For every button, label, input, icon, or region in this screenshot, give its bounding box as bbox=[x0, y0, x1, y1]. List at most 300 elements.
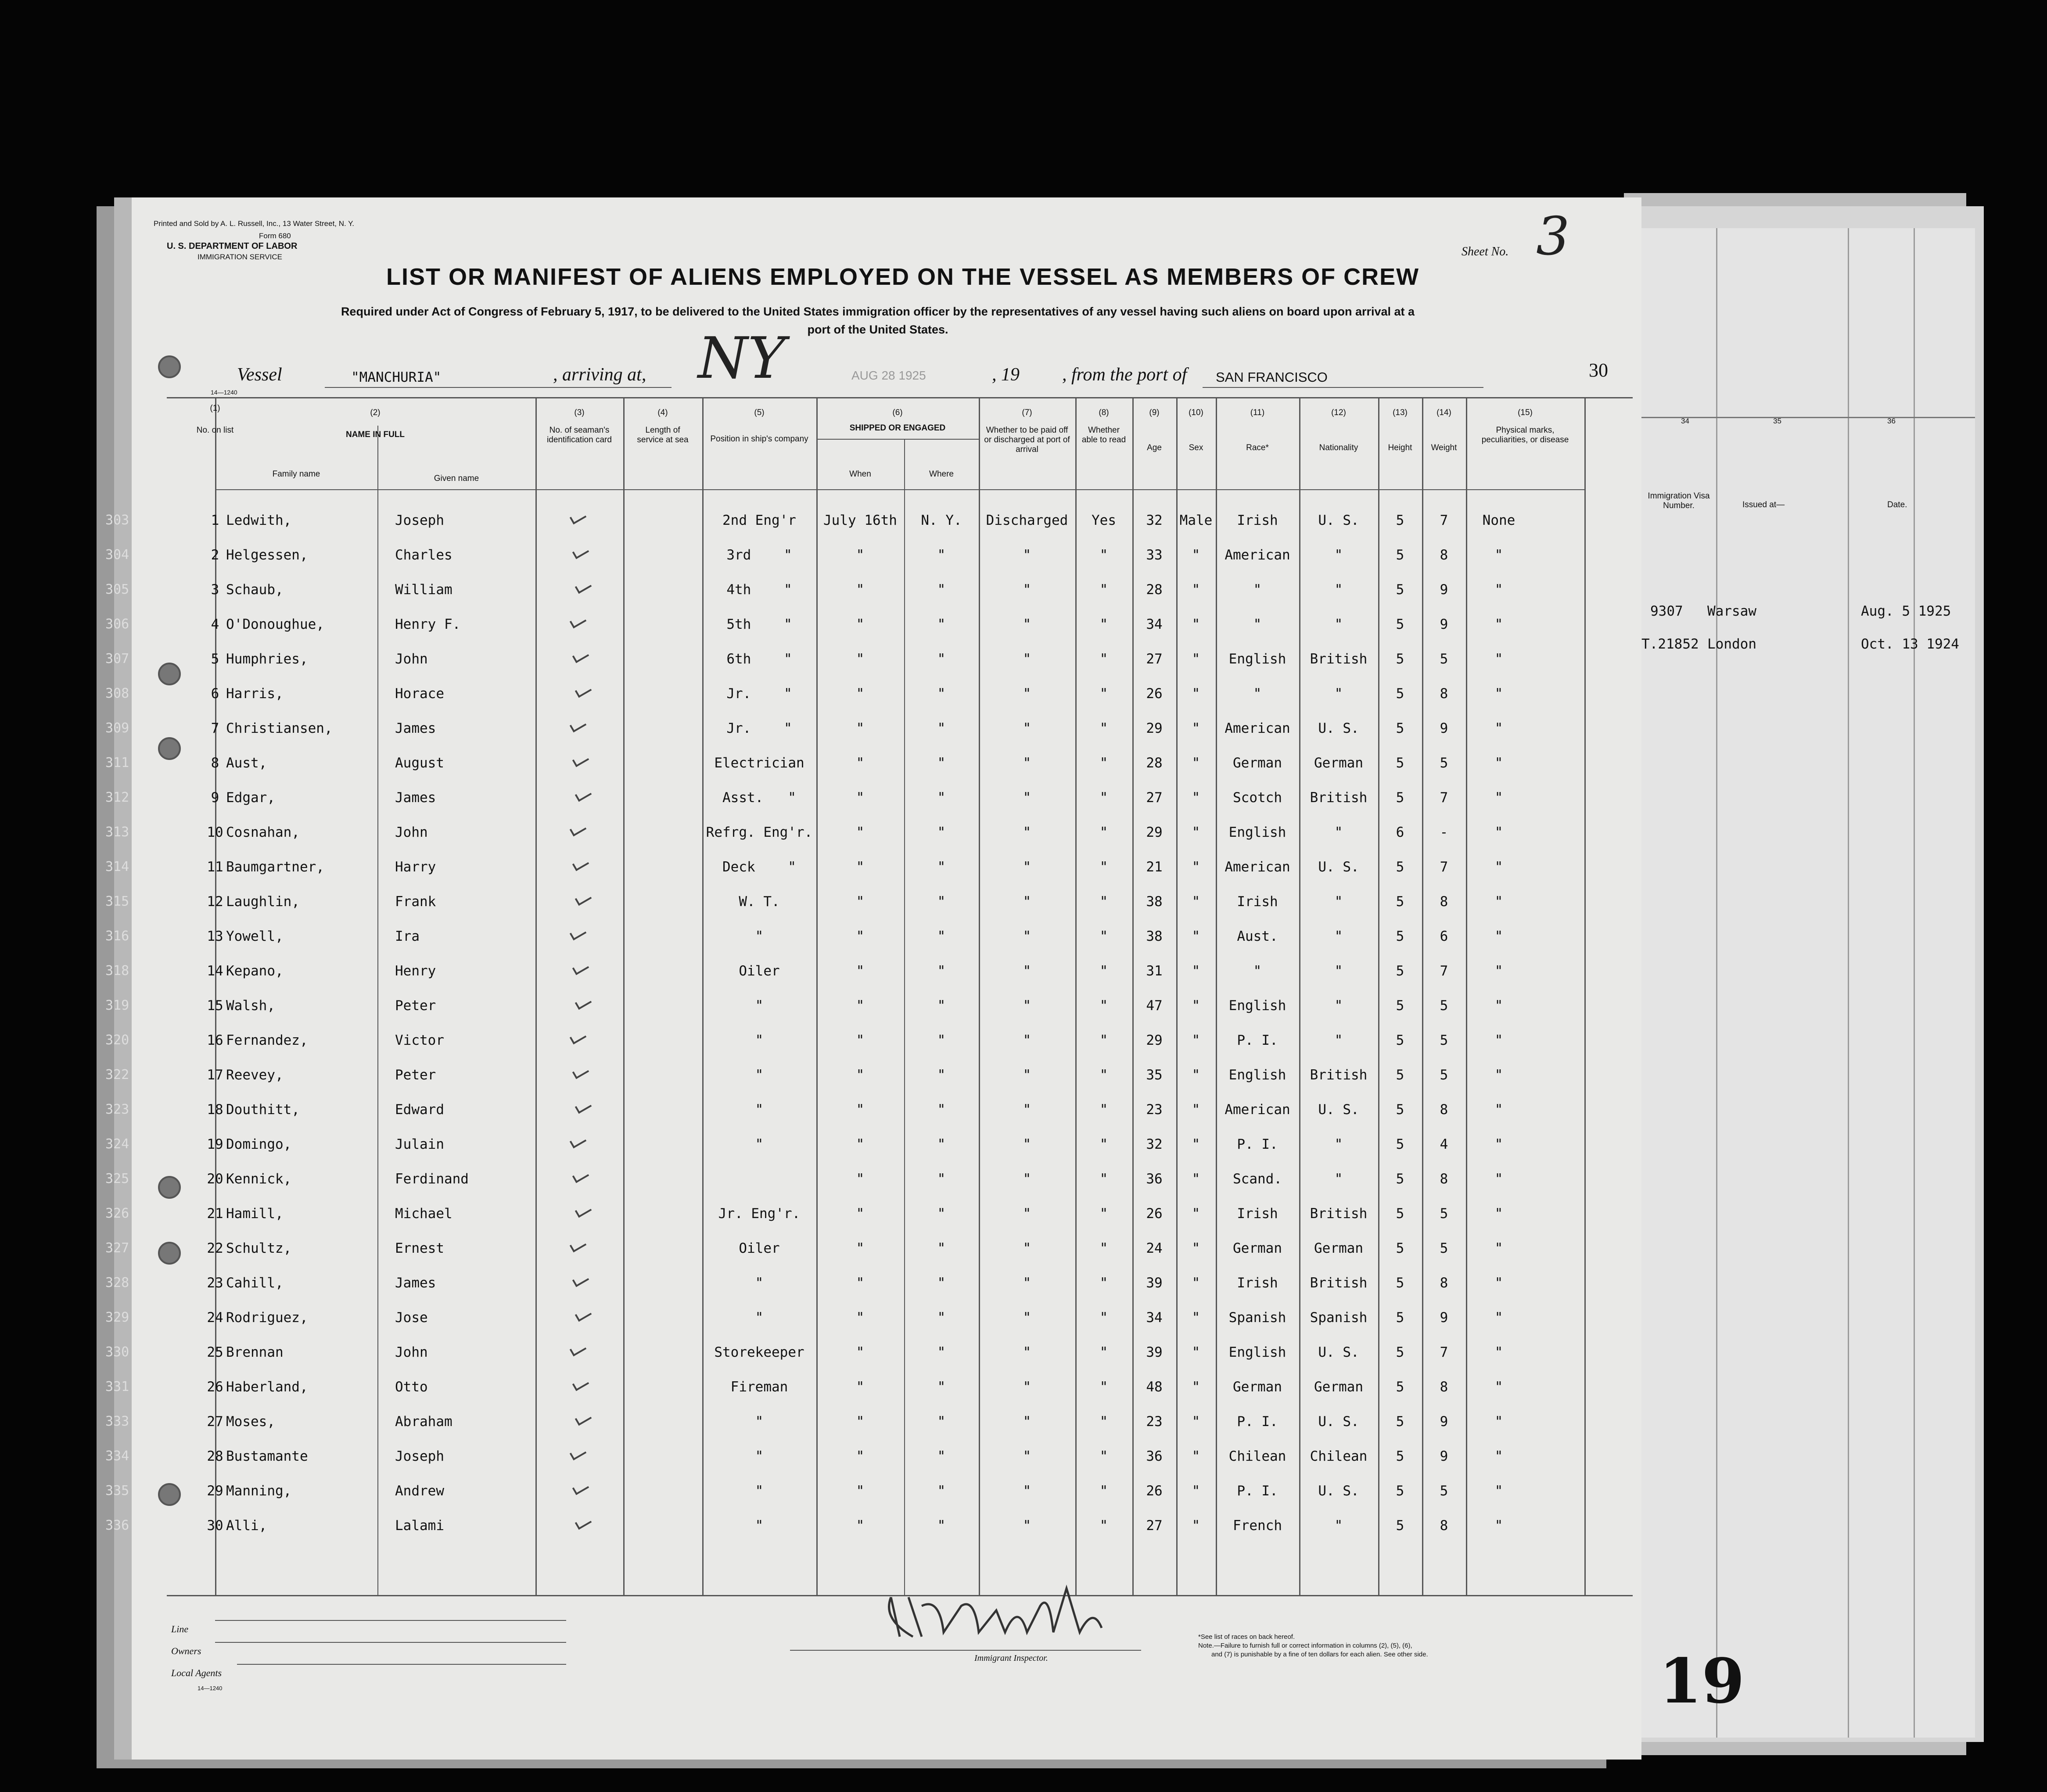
height: 5 bbox=[1396, 859, 1404, 875]
height: 5 bbox=[1396, 1102, 1404, 1118]
paid-off: " bbox=[1023, 928, 1031, 944]
margin-number: 307 bbox=[105, 651, 129, 667]
physical-marks: " bbox=[1494, 1275, 1503, 1291]
given-name: Ira bbox=[395, 928, 420, 944]
age: 36 bbox=[1146, 1448, 1163, 1464]
given-name: Peter bbox=[395, 998, 436, 1014]
paid-off: " bbox=[1023, 1240, 1031, 1256]
physical-marks: " bbox=[1494, 547, 1503, 563]
paid-off: " bbox=[1023, 1067, 1031, 1083]
sex: " bbox=[1192, 720, 1200, 736]
from-port-label: , from the port of bbox=[1062, 365, 1187, 385]
height: 5 bbox=[1396, 1171, 1404, 1187]
given-name: Lalami bbox=[395, 1518, 444, 1534]
physical-marks: " bbox=[1494, 790, 1503, 806]
row-number: 12 bbox=[207, 894, 223, 910]
margin-number: 319 bbox=[105, 998, 129, 1013]
nationality: U. S. bbox=[1318, 1344, 1359, 1360]
col10-number: (10) bbox=[1189, 408, 1203, 417]
footer-form-code: 14—1240 bbox=[198, 1685, 223, 1692]
family-name: Baumgartner, bbox=[226, 859, 324, 875]
check-mark-icon bbox=[570, 510, 586, 525]
shipped-where: " bbox=[937, 1483, 946, 1499]
family-name: Douthitt, bbox=[226, 1102, 300, 1118]
check-mark-icon bbox=[570, 614, 586, 629]
nationality: " bbox=[1334, 894, 1343, 910]
paid-off: " bbox=[1023, 651, 1031, 667]
age: 28 bbox=[1146, 755, 1163, 771]
physical-marks: " bbox=[1494, 1206, 1503, 1222]
able-to-read: " bbox=[1099, 1102, 1108, 1118]
races-note: *See list of races on back hereof. bbox=[1198, 1633, 1295, 1641]
race: " bbox=[1253, 582, 1262, 598]
nationality: British bbox=[1310, 1275, 1368, 1291]
check-mark-icon bbox=[575, 996, 592, 1010]
able-to-read: " bbox=[1099, 1171, 1108, 1187]
nationality: " bbox=[1334, 1171, 1343, 1187]
height: 5 bbox=[1396, 616, 1404, 632]
nationality: British bbox=[1310, 1206, 1368, 1222]
position: Refrg. Eng'r. bbox=[706, 824, 813, 840]
issued-at: London bbox=[1707, 636, 1756, 652]
shipped-when: " bbox=[856, 790, 865, 806]
race: English bbox=[1228, 651, 1286, 667]
nationality: U. S. bbox=[1318, 513, 1359, 528]
col9-number: (9) bbox=[1149, 408, 1160, 417]
col2-header: NAME IN FULL bbox=[345, 430, 405, 439]
race: Scotch bbox=[1233, 790, 1282, 806]
age: 33 bbox=[1146, 547, 1163, 563]
col7-header: Whether to be paid off or discharged at port of arrival bbox=[984, 426, 1070, 454]
given-name: Joseph bbox=[395, 1448, 444, 1464]
weight: 7 bbox=[1440, 1344, 1448, 1360]
nationality: German bbox=[1314, 1379, 1363, 1395]
position: Jr. " bbox=[726, 686, 792, 702]
sex: " bbox=[1192, 1344, 1200, 1360]
height: 5 bbox=[1396, 963, 1404, 979]
position: Electrician bbox=[714, 755, 804, 771]
family-name: Cosnahan, bbox=[226, 824, 300, 840]
sex: " bbox=[1192, 1206, 1200, 1222]
check-mark-icon bbox=[572, 1377, 589, 1391]
family-name: Aust, bbox=[226, 755, 267, 771]
position: 3rd " bbox=[726, 547, 792, 563]
race: Chilean bbox=[1228, 1448, 1286, 1464]
weight: 8 bbox=[1440, 547, 1448, 563]
col3-header: No. of seaman's identification card bbox=[547, 426, 612, 444]
shipped-when: " bbox=[856, 582, 865, 598]
margin-number: 327 bbox=[105, 1240, 129, 1256]
paid-off: Discharged bbox=[986, 513, 1068, 528]
age: 39 bbox=[1146, 1275, 1163, 1291]
weight: 5 bbox=[1440, 1032, 1448, 1048]
row-number: 19 bbox=[207, 1136, 223, 1152]
weight: 7 bbox=[1440, 790, 1448, 806]
weight: 9 bbox=[1440, 616, 1448, 632]
family-name: Alli, bbox=[226, 1518, 267, 1534]
position: " bbox=[755, 1067, 764, 1083]
family-name: Bustamante bbox=[226, 1448, 308, 1464]
able-to-read: " bbox=[1099, 1379, 1108, 1395]
nationality: U. S. bbox=[1318, 720, 1359, 736]
height: 5 bbox=[1396, 998, 1404, 1014]
shipped-when: " bbox=[856, 1067, 865, 1083]
weight: 4 bbox=[1440, 1136, 1448, 1152]
check-mark-icon bbox=[570, 718, 586, 733]
able-to-read: " bbox=[1099, 651, 1108, 667]
shipped-when: " bbox=[856, 1171, 865, 1187]
weight: 5 bbox=[1440, 1067, 1448, 1083]
col4-header: Length of service at sea bbox=[637, 426, 689, 444]
row-number: 29 bbox=[207, 1483, 223, 1499]
right-page bbox=[1641, 228, 1975, 1738]
nationality: U. S. bbox=[1318, 1102, 1359, 1118]
shipped-when: " bbox=[856, 928, 865, 944]
margin-number: 324 bbox=[105, 1136, 129, 1152]
margin-number: 334 bbox=[105, 1448, 129, 1464]
height: 5 bbox=[1396, 513, 1404, 528]
paid-off: " bbox=[1023, 859, 1031, 875]
margin-number: 330 bbox=[105, 1344, 129, 1360]
row-number: 16 bbox=[207, 1032, 223, 1048]
shipped-when: " bbox=[856, 1240, 865, 1256]
shipped-where: " bbox=[937, 755, 946, 771]
physical-marks: " bbox=[1494, 1171, 1503, 1187]
vessel-underline bbox=[325, 387, 672, 388]
physical-marks: " bbox=[1494, 998, 1503, 1014]
position: " bbox=[755, 998, 764, 1014]
check-mark-icon bbox=[575, 892, 592, 906]
col5-number: (5) bbox=[754, 408, 765, 417]
col7-number: (7) bbox=[1022, 408, 1032, 417]
given-name: Henry F. bbox=[395, 616, 461, 632]
able-to-read: " bbox=[1099, 1206, 1108, 1222]
able-to-read: " bbox=[1099, 859, 1108, 875]
given-name: Harry bbox=[395, 859, 436, 875]
margin-number: 320 bbox=[105, 1032, 129, 1048]
given-name: Victor bbox=[395, 1032, 444, 1048]
weight: 8 bbox=[1440, 894, 1448, 910]
row-number: 4 bbox=[211, 616, 219, 632]
owners-label: Owners bbox=[171, 1645, 201, 1656]
physical-marks: " bbox=[1494, 1240, 1503, 1256]
col11-number: (11) bbox=[1250, 408, 1265, 417]
paid-off: " bbox=[1023, 963, 1031, 979]
page-subtitle: Required under Act of Congress of February 5, 1917, to be delivered to the United States immigration officer by the representatives of any vessel having such aliens on board upon arrival at a port of the United States. bbox=[341, 305, 1415, 336]
paid-off: " bbox=[1023, 1102, 1031, 1118]
weight: 8 bbox=[1440, 1171, 1448, 1187]
check-mark-icon bbox=[572, 1481, 589, 1495]
margin-number: 336 bbox=[105, 1518, 129, 1533]
col8-header: Whether able to read bbox=[1081, 426, 1126, 444]
shipped-where: " bbox=[937, 1136, 946, 1152]
shipped-when: " bbox=[856, 998, 865, 1014]
shipped-when: " bbox=[856, 720, 865, 736]
shipped-when: " bbox=[856, 859, 865, 875]
paid-off: " bbox=[1023, 755, 1031, 771]
family-name: Haberland, bbox=[226, 1379, 308, 1395]
nationality: British bbox=[1310, 651, 1368, 667]
row-number: 2 bbox=[211, 547, 219, 563]
family-name: Hamill, bbox=[226, 1206, 284, 1222]
check-mark-icon bbox=[570, 1030, 586, 1045]
shipped-where: " bbox=[937, 1310, 946, 1326]
given-name: Julain bbox=[395, 1136, 444, 1152]
height: 5 bbox=[1396, 720, 1404, 736]
age: 27 bbox=[1146, 790, 1163, 806]
row-number: 5 bbox=[211, 651, 219, 667]
inspector-label: Immigrant Inspector. bbox=[974, 1653, 1048, 1663]
able-to-read: " bbox=[1099, 547, 1108, 563]
height: 5 bbox=[1396, 894, 1404, 910]
weight: 9 bbox=[1440, 1310, 1448, 1326]
paid-off: " bbox=[1023, 1344, 1031, 1360]
sex: " bbox=[1192, 547, 1200, 563]
family-name: Walsh, bbox=[226, 998, 275, 1014]
able-to-read: " bbox=[1099, 1067, 1108, 1083]
position: Oiler bbox=[739, 1240, 780, 1256]
shipped-when: " bbox=[856, 1414, 865, 1430]
sex: " bbox=[1192, 824, 1200, 840]
weight: - bbox=[1440, 824, 1448, 840]
position: " bbox=[755, 928, 764, 944]
age: 29 bbox=[1146, 1032, 1163, 1048]
row-number: 30 bbox=[207, 1518, 223, 1534]
manifest-page bbox=[132, 197, 1641, 1760]
check-mark-icon bbox=[570, 1238, 586, 1253]
age: 36 bbox=[1146, 1171, 1163, 1187]
physical-marks: " bbox=[1494, 720, 1503, 736]
height: 5 bbox=[1396, 928, 1404, 944]
shipped-where: " bbox=[937, 651, 946, 667]
weight: 5 bbox=[1440, 1206, 1448, 1222]
date-header: Date. bbox=[1887, 500, 1907, 509]
able-to-read: " bbox=[1099, 963, 1108, 979]
paid-off: " bbox=[1023, 824, 1031, 840]
age: 24 bbox=[1146, 1240, 1163, 1256]
paid-off: " bbox=[1023, 1379, 1031, 1395]
given-name: James bbox=[395, 720, 436, 736]
race: Aust. bbox=[1237, 928, 1278, 944]
able-to-read: " bbox=[1099, 1344, 1108, 1360]
nationality: British bbox=[1310, 1067, 1368, 1083]
race: French bbox=[1233, 1518, 1282, 1534]
shipped-where: " bbox=[937, 1414, 946, 1430]
shipped-where: " bbox=[937, 1344, 946, 1360]
age: 32 bbox=[1146, 1136, 1163, 1152]
row-number: 21 bbox=[207, 1206, 223, 1222]
able-to-read: " bbox=[1099, 1518, 1108, 1534]
physical-marks: " bbox=[1494, 651, 1503, 667]
race: English bbox=[1228, 1344, 1286, 1360]
position: " bbox=[755, 1275, 764, 1291]
given-name: Charles bbox=[395, 547, 452, 563]
shipped-where: " bbox=[937, 1379, 946, 1395]
sex: " bbox=[1192, 963, 1200, 979]
family-name: Rodriguez, bbox=[226, 1310, 308, 1326]
height: 5 bbox=[1396, 1414, 1404, 1430]
able-to-read: " bbox=[1099, 1240, 1108, 1256]
sex: " bbox=[1192, 928, 1200, 944]
height: 5 bbox=[1396, 1483, 1404, 1499]
physical-marks: " bbox=[1494, 894, 1503, 910]
shipped-when: " bbox=[856, 686, 865, 702]
col5-header: Position in ship's company bbox=[710, 434, 808, 444]
age: 34 bbox=[1146, 616, 1163, 632]
vessel-name: "MANCHURIA" bbox=[351, 369, 442, 385]
paid-off: " bbox=[1023, 1206, 1031, 1222]
port-underline bbox=[1203, 387, 1483, 388]
col15-header: Physical marks, peculiarities, or disease bbox=[1481, 426, 1569, 444]
shipped-when: " bbox=[856, 1448, 865, 1464]
shipped-where: " bbox=[937, 547, 946, 563]
family-name: Schultz, bbox=[226, 1240, 292, 1256]
family-name-header: Family name bbox=[272, 470, 320, 479]
margin-number: 308 bbox=[105, 686, 129, 701]
height: 5 bbox=[1396, 1136, 1404, 1152]
height: 5 bbox=[1396, 1275, 1404, 1291]
shipped-when: " bbox=[856, 1032, 865, 1048]
position: Asst. " bbox=[722, 790, 796, 806]
margin-number: 313 bbox=[105, 824, 129, 840]
position: " bbox=[755, 1136, 764, 1152]
height: 5 bbox=[1396, 686, 1404, 702]
shipped-where: " bbox=[937, 928, 946, 944]
margin-number: 328 bbox=[105, 1275, 129, 1290]
weight: 8 bbox=[1440, 1102, 1448, 1118]
nationality: " bbox=[1334, 1136, 1343, 1152]
race: " bbox=[1253, 616, 1262, 632]
given-name: Andrew bbox=[395, 1483, 444, 1499]
check-mark-icon bbox=[572, 753, 589, 767]
family-name: Harris, bbox=[226, 686, 284, 702]
margin-number: 306 bbox=[105, 616, 129, 632]
sex: " bbox=[1192, 1171, 1200, 1187]
row-number: 3 bbox=[211, 582, 219, 598]
family-name: Brennan bbox=[226, 1344, 284, 1360]
given-name: Ernest bbox=[395, 1240, 444, 1256]
sheet-number: 3 bbox=[1536, 206, 1570, 267]
row-number: 1 bbox=[211, 513, 219, 528]
race: Scand. bbox=[1233, 1171, 1282, 1187]
shipped-when: " bbox=[856, 1379, 865, 1395]
family-name: Domingo, bbox=[226, 1136, 292, 1152]
height: 5 bbox=[1396, 1206, 1404, 1222]
family-name: Laughlin, bbox=[226, 894, 300, 910]
able-to-read: " bbox=[1099, 1032, 1108, 1048]
position: Jr. Eng'r. bbox=[718, 1206, 801, 1222]
family-name: Cahill, bbox=[226, 1275, 284, 1291]
age: 47 bbox=[1146, 998, 1163, 1014]
paid-off: " bbox=[1023, 894, 1031, 910]
height-header: Height bbox=[1388, 443, 1412, 452]
height: 5 bbox=[1396, 755, 1404, 771]
able-to-read: " bbox=[1099, 998, 1108, 1014]
given-name: August bbox=[395, 755, 444, 771]
margin-number: 309 bbox=[105, 720, 129, 736]
given-name: Frank bbox=[395, 894, 436, 910]
physical-marks: " bbox=[1494, 1067, 1503, 1083]
height: 5 bbox=[1396, 1067, 1404, 1083]
position: " bbox=[755, 1310, 764, 1326]
punch-hole bbox=[158, 663, 181, 685]
col4-number: (4) bbox=[657, 408, 668, 417]
shipped-when: " bbox=[856, 1344, 865, 1360]
row-number: 23 bbox=[207, 1275, 223, 1291]
position: 2nd Eng'r bbox=[722, 513, 796, 528]
nationality: U. S. bbox=[1318, 1483, 1359, 1499]
col15-number: (15) bbox=[1518, 408, 1533, 417]
nationality-header: Nationality bbox=[1319, 443, 1358, 452]
family-name: Schaub, bbox=[226, 582, 284, 598]
nationality: U. S. bbox=[1318, 1414, 1359, 1430]
nationality: " bbox=[1334, 1032, 1343, 1048]
physical-marks: " bbox=[1494, 1102, 1503, 1118]
nationality: U. S. bbox=[1318, 859, 1359, 875]
shipped-when: " bbox=[856, 547, 865, 563]
row-number: 8 bbox=[211, 755, 219, 771]
sex: " bbox=[1192, 686, 1200, 702]
physical-marks: " bbox=[1494, 755, 1503, 771]
department-name: U. S. DEPARTMENT OF LABOR bbox=[167, 241, 298, 251]
crew-count: 30 bbox=[1589, 359, 1608, 381]
shipped-when: " bbox=[856, 894, 865, 910]
age: 34 bbox=[1146, 1310, 1163, 1326]
where-header: Where bbox=[929, 470, 954, 479]
sex: " bbox=[1192, 1240, 1200, 1256]
shipped-where: " bbox=[937, 720, 946, 736]
weight: 5 bbox=[1440, 651, 1448, 667]
margin-number: 326 bbox=[105, 1206, 129, 1221]
height: 5 bbox=[1396, 1448, 1404, 1464]
race: " bbox=[1253, 686, 1262, 702]
shipped-when: " bbox=[856, 963, 865, 979]
race: Irish bbox=[1237, 513, 1278, 528]
margin-number: 325 bbox=[105, 1171, 129, 1186]
shipped-when: " bbox=[856, 1206, 865, 1222]
able-to-read: " bbox=[1099, 582, 1108, 598]
physical-marks: " bbox=[1494, 1379, 1503, 1395]
height: 5 bbox=[1396, 1032, 1404, 1048]
issued-at-header: Issued at— bbox=[1742, 500, 1785, 509]
col-35-number: 35 bbox=[1773, 417, 1781, 425]
shipped-where: " bbox=[937, 824, 946, 840]
paid-off: " bbox=[1023, 547, 1031, 563]
col1-header: No. on list bbox=[196, 426, 234, 435]
physical-marks: " bbox=[1494, 686, 1503, 702]
able-to-read: " bbox=[1099, 720, 1108, 736]
physical-marks: " bbox=[1494, 1136, 1503, 1152]
physical-marks: " bbox=[1494, 963, 1503, 979]
weight: 9 bbox=[1440, 1414, 1448, 1430]
position: Jr. " bbox=[726, 720, 792, 736]
race: Irish bbox=[1237, 1206, 1278, 1222]
family-name: Fernandez, bbox=[226, 1032, 308, 1048]
family-name: Humphries, bbox=[226, 651, 308, 667]
sex: Male bbox=[1179, 513, 1213, 528]
punch-hole bbox=[158, 355, 181, 378]
position: W. T. bbox=[739, 894, 780, 910]
check-mark-icon bbox=[570, 926, 586, 941]
paid-off: " bbox=[1023, 1032, 1031, 1048]
race: English bbox=[1228, 824, 1286, 840]
given-name: John bbox=[395, 651, 428, 667]
able-to-read: " bbox=[1099, 790, 1108, 806]
race: American bbox=[1225, 859, 1290, 875]
able-to-read: " bbox=[1099, 1310, 1108, 1326]
margin-number: 303 bbox=[105, 513, 129, 528]
physical-marks: " bbox=[1494, 1483, 1503, 1499]
